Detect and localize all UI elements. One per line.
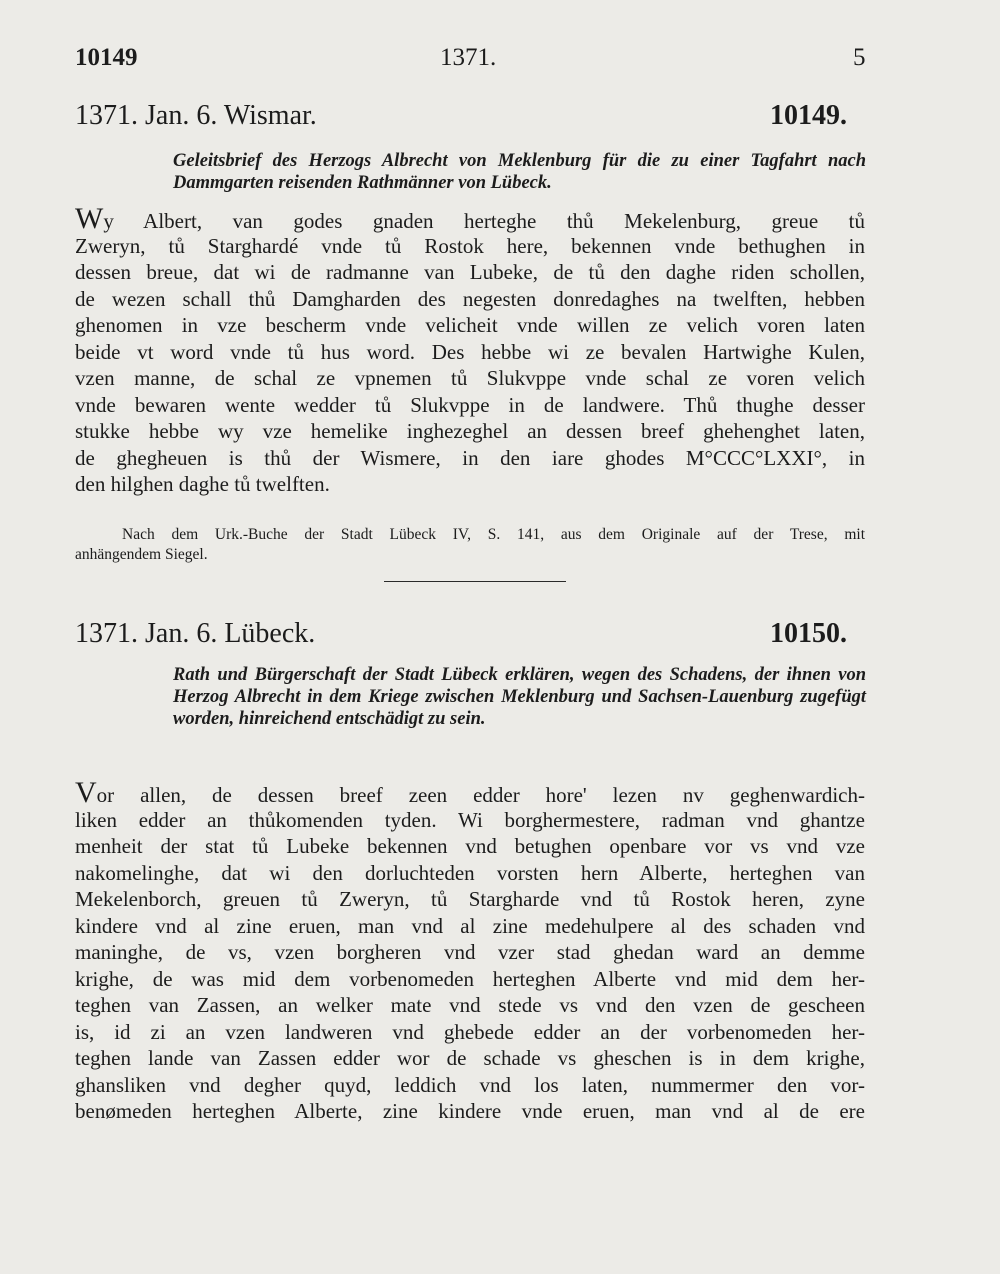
text-line: Mekelenborch, greuen tů Zweryn, tů Stargharde vnd tů Rostok heren, zyne <box>75 887 865 911</box>
drop-capital: V <box>75 776 97 809</box>
text-line: beide vt word vnde tů hus word. Des hebbe wi ze bevalen Hartwighe Kulen, <box>75 339 865 364</box>
text-line: teghen van Zassen, an welker mate vnd stede vs vnd den vzen de gescheen <box>75 993 865 1017</box>
text-line: dessen breue, dat wi de radmanne van Lubeke, de tů den daghe riden schollen, <box>75 260 865 284</box>
text-line: maninghe, de vs, vzen borgheren vnd vzer stad ghedan ward an demme <box>75 940 865 964</box>
entry-heading-date-place: 1371. Jan. 6. Wismar. <box>75 100 317 131</box>
text-line: Zweryn, tů Starghardé vnde tů Rostok here, bekennen vnde bethughen in <box>75 233 865 258</box>
running-head-entry-number: 10149 <box>75 44 138 71</box>
entry-text <box>75 202 865 498</box>
page-number: 5 <box>853 44 866 71</box>
entry-text <box>75 776 865 1125</box>
text-line: nakomelinghe, dat wi den dorluchteden vorsten hern Alberte, herteghen van <box>75 860 865 885</box>
text-line: ghansliken vnd degher quyd, leddich vnd los laten, nummermer den vor- <box>75 1072 865 1097</box>
text-line: teghen lande van Zassen edder wor de schade vs gheschen is in dem krighe, <box>75 1046 865 1070</box>
entry-heading-date-place: 1371. Jan. 6. Lübeck. <box>75 618 316 649</box>
text-line: liken edder an thůkomenden tyden. Wi borghermestere, radman vnd ghantze <box>75 807 865 832</box>
entry-regest: Rath und Bürgerschaft der Stadt Lübeck erklären, wegen des Schadens, der ihnen von Herzog Albrecht in dem Kriege zwischen Meklenburg und Sachsen-Lauenburg zugefügt worden, hinreichend entschädigt zu sein. <box>173 665 866 729</box>
text-line: krighe, de was mid dem vorbenomeden herteghen Alberte vnd mid dem her- <box>75 966 865 991</box>
text-line: is, id zi an vzen landweren vnd ghebede edder an der vorbenomeden her- <box>75 1019 865 1044</box>
entry-heading-number: 10149. <box>770 100 847 131</box>
text-line: Vor allen, de dessen breef zeen edder hore' lezen nv geghenwardich- <box>75 776 865 809</box>
note-line: anhängendem Siegel. <box>75 546 208 563</box>
text-line: den hilghen daghe tů twelften. <box>75 472 330 496</box>
entry-regest: Geleitsbrief des Herzogs Albrecht von Meklenburg für die zu einer Tagfahrt nach Dammgarten reisenden Rathmänner von Lübeck. <box>173 151 866 193</box>
entry-heading-number: 10150. <box>770 618 847 649</box>
note-line: Nach dem Urk.-Buche der Stadt Lübeck IV, S. 141, aus dem Originale auf der Trese, mit <box>122 526 865 543</box>
running-head-year: 1371. <box>440 44 497 71</box>
text-line: ghenomen in vze bescherm vnde velicheit vnde willen ze velich voren laten <box>75 313 865 337</box>
entry-separator-rule <box>384 581 566 582</box>
text-line: Wy Albert, van godes gnaden herteghe thů Mekelenburg, greue tů <box>75 202 865 235</box>
drop-capital: W <box>75 202 104 235</box>
text-line: menheit der stat tů Lubeke bekennen vnd betughen openbare vor vs vnd vze <box>75 834 865 858</box>
text-line: benømeden herteghen Alberte, zine kindere vnde eruen, man vnd al de ere <box>75 1099 865 1123</box>
text-line: de wezen schall thů Damgharden des negesten donredaghes na twelften, hebben <box>75 286 865 311</box>
text-line: kindere vnd al zine eruen, man vnd al zine medehulpere al des schaden vnd <box>75 913 865 938</box>
text-line: vnde bewaren wente wedder tů Slukvppe in de landwere. Thů thughe desser <box>75 392 865 417</box>
text-line: de ghegheuen is thů der Wismere, in den iare ghodes M°CCC°LXXI°, in <box>75 445 865 470</box>
source-note <box>75 525 865 565</box>
text-line: stukke hebbe wy vze hemelike inghezeghel an dessen breef ghehenghet laten, <box>75 419 865 443</box>
text-line: vzen manne, de schal ze vpnemen tů Slukvppe vnde schal ze voren velich <box>75 366 865 390</box>
